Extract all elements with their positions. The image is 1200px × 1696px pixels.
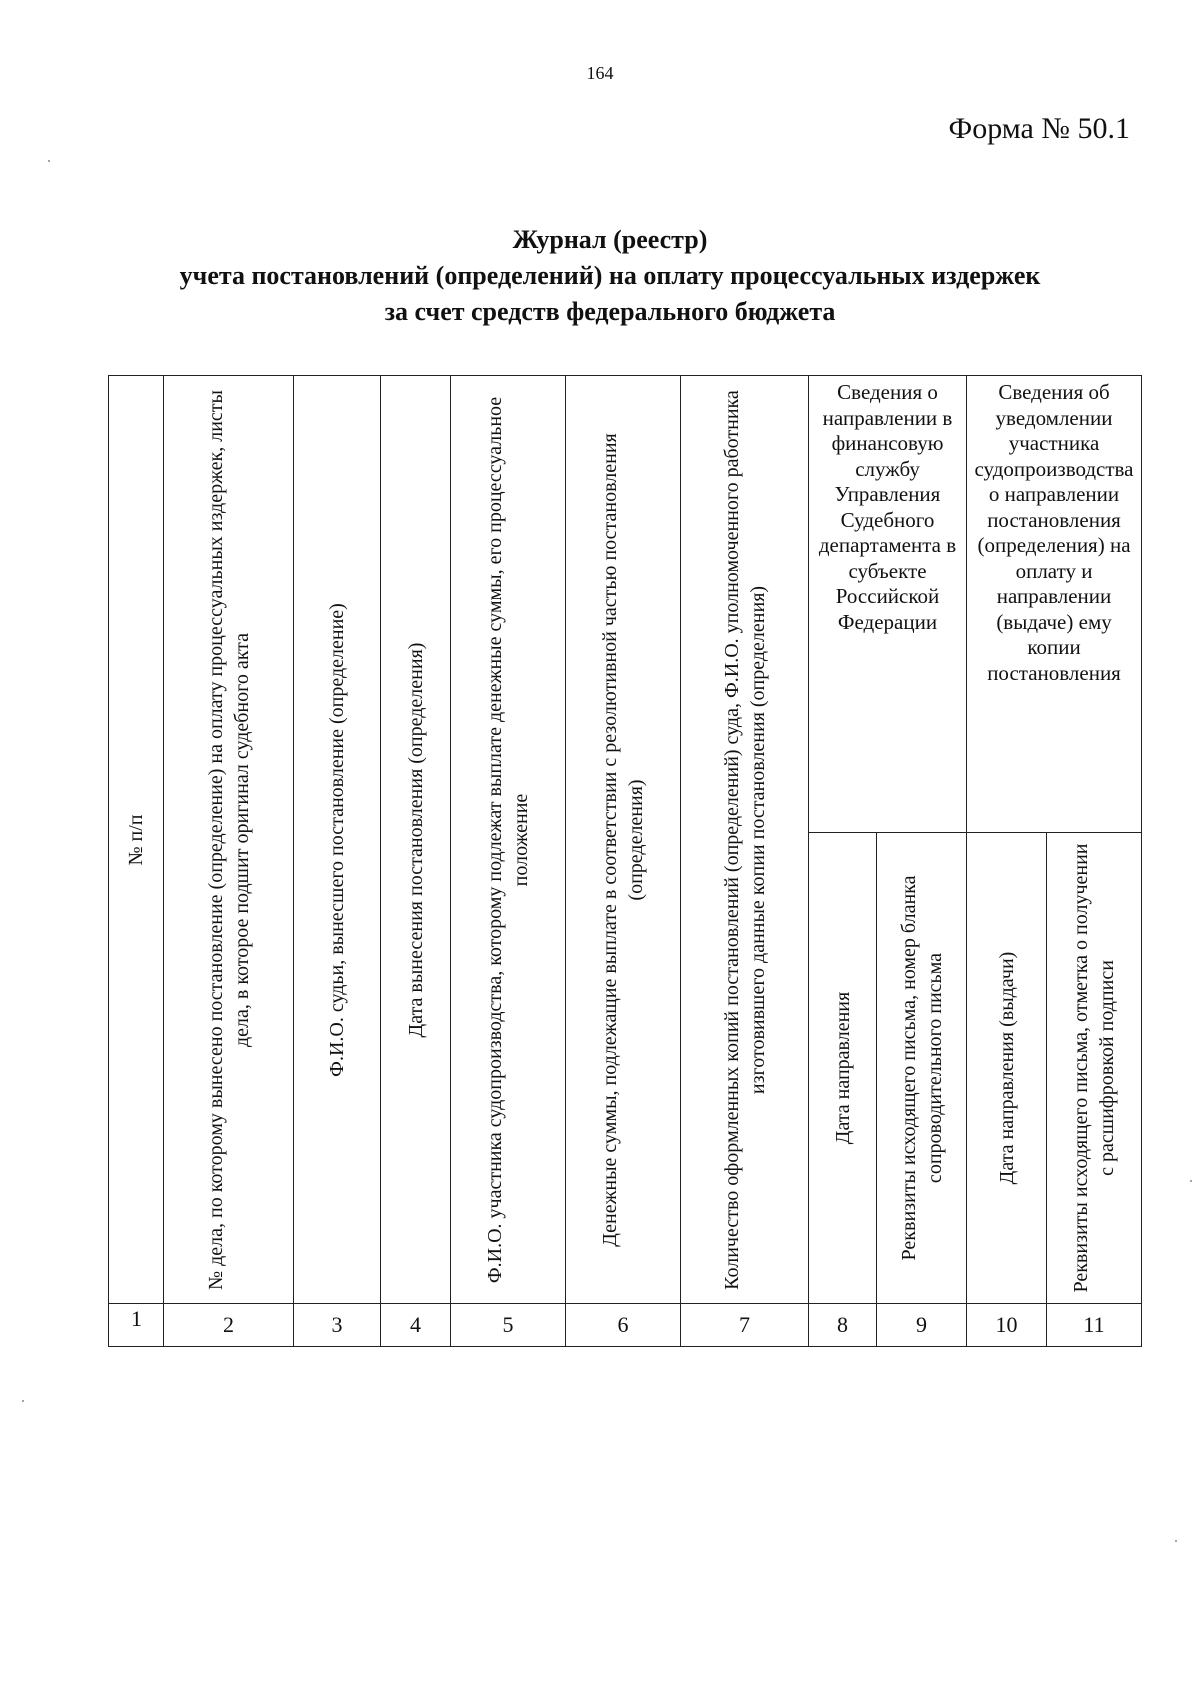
header-label: Денежные суммы, подлежащие выплате в соответствии с резолютивной частью постановления (определения) [599, 432, 647, 1247]
header-col-3 [294, 376, 381, 1304]
number-row [109, 1304, 1142, 1347]
scan-speck [22, 1400, 24, 1402]
column-number: 9 [877, 1304, 967, 1347]
header-col-6 [566, 376, 681, 1304]
header-col-4 [381, 376, 451, 1304]
title-line-2: учета постановлений (определений) на оплату процессуальных издержек [179, 261, 1041, 290]
header-label: Ф.И.О. судьи, вынесшего постановление (определение) [326, 602, 348, 1077]
title-line-3: за счет средств федерального бюджета [384, 297, 836, 326]
scan-speck [1190, 1180, 1192, 1182]
scan-speck [48, 160, 50, 162]
document-title [100, 222, 1120, 330]
column-number: 8 [809, 1304, 877, 1347]
column-number: 11 [1047, 1304, 1142, 1347]
header-col-8 [809, 833, 877, 1304]
header-label: Дата направления (выдачи) [995, 951, 1018, 1185]
title-line-1: Журнал (реестр) [512, 225, 708, 254]
header-col-7 [681, 376, 809, 1304]
header-label: Дата вынесения постановления (определения) [404, 642, 427, 1037]
column-number: 7 [681, 1304, 809, 1347]
header-col-5 [451, 376, 566, 1304]
column-number: 5 [451, 1304, 566, 1347]
header-label: № дела, по которому вынесено постановление (определение) на оплату процессуальных издержек, листы дела, в которое подшит оригинал судебного акта [204, 389, 253, 1290]
header-label: Реквизиты исходящего письма, номер бланка сопроводительного письма [897, 875, 946, 1261]
header-label: Реквизиты исходящего письма, отметка о получении с расшифровкой подписи [1070, 843, 1119, 1293]
scan-speck [1175, 1540, 1177, 1542]
column-number: 10 [967, 1304, 1047, 1347]
page-number: 164 [586, 63, 614, 83]
column-number: 4 [381, 1304, 451, 1347]
form-number: Форма № 50.1 [948, 112, 1130, 145]
header-col-10 [967, 833, 1047, 1304]
register-table [108, 375, 1142, 1347]
header-label: Дата направления [831, 991, 854, 1145]
column-number: 6 [566, 1304, 681, 1347]
header-group-participant-notice: Сведения об уведомлении участника судопроизводства о направлении постановления (определения) на оплату и направлении (выдаче) ему копии постановления [967, 376, 1142, 833]
header-group-financial-service: Сведения о направлении в финансовую службу Управления Судебного департамента в субъекте Российской Федерации [809, 376, 967, 833]
header-label: Ф.И.О. участника судопроизводства, которому подлежат выплате денежные суммы, его процессуальное положение [484, 396, 532, 1283]
header-col-2 [164, 376, 294, 1304]
column-number: 3 [294, 1304, 381, 1347]
header-label: Количество оформленных копий постановлений (определений) суда, Ф.И.О. уполномоченного работника изготовившего данные копии постановления (определения) [720, 389, 769, 1290]
header-row-1 [109, 376, 1142, 833]
header-label: № п/п [125, 813, 147, 866]
column-number: 1 [109, 1304, 164, 1347]
header-col-11 [1047, 833, 1142, 1304]
header-col-1 [109, 376, 164, 1304]
column-number: 2 [164, 1304, 294, 1347]
header-col-9 [877, 833, 967, 1304]
